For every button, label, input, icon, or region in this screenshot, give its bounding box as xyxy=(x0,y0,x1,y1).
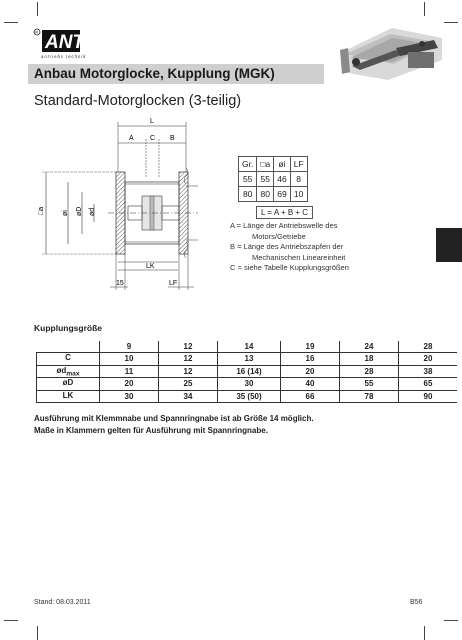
table-header-cell xyxy=(37,341,100,353)
coupling-table-title: Kupplungsgröße xyxy=(34,323,102,333)
crop-mark xyxy=(444,22,458,23)
table-cell: 80 xyxy=(257,187,274,202)
table-cell: 10 xyxy=(290,187,307,202)
table-header-cell: 9 xyxy=(100,341,159,353)
product-photo xyxy=(338,22,442,82)
logo-subtext: antriebs technik xyxy=(41,54,87,59)
crop-mark xyxy=(37,2,38,16)
table-cell: 35 (50) xyxy=(218,390,281,403)
dim-LF: LF xyxy=(169,280,178,287)
page-header-title: Anbau Motorglocke, Kupplung (MGK) xyxy=(34,66,275,81)
row-label: $ød_{max}$ xyxy=(37,365,100,378)
crop-mark xyxy=(424,2,425,16)
table-cell: 12 xyxy=(159,353,218,366)
table-cell: 20 xyxy=(100,378,159,391)
table-cell: 78 xyxy=(340,390,399,403)
svg-text:R: R xyxy=(35,29,39,35)
table-cell: 16 (14) xyxy=(218,365,281,378)
table-cell: 55 xyxy=(239,172,257,187)
dim-od: ød xyxy=(89,207,96,216)
technical-drawing xyxy=(28,112,218,292)
legend-a: A = Länge der Antriebswelle des xyxy=(230,221,338,230)
legend-b: B = Länge des Antriebszapfen der xyxy=(230,242,344,251)
legend xyxy=(230,221,349,274)
table-cell: 18 xyxy=(340,353,399,366)
dim-15: 15 xyxy=(116,280,124,287)
ant-logo xyxy=(33,28,99,62)
notes xyxy=(34,413,314,437)
table-header-cell: 19 xyxy=(281,341,340,353)
dim-A: A xyxy=(129,135,134,142)
table-header-cell: LF xyxy=(290,157,307,172)
table-cell: 16 xyxy=(281,353,340,366)
table-row xyxy=(239,172,308,187)
dim-oD: øD xyxy=(76,206,83,216)
table-cell: 30 xyxy=(218,378,281,391)
table-cell: 65 xyxy=(399,378,458,391)
table-header-cell: □a xyxy=(257,157,274,172)
dim-oi: øi xyxy=(62,210,69,216)
legend-b-cont: Mechanischen Lineareinheit xyxy=(252,252,346,262)
table-row xyxy=(37,390,458,403)
table-cell: 25 xyxy=(159,378,218,391)
table-cell: 66 xyxy=(281,390,340,403)
table-cell: 8 xyxy=(290,172,307,187)
dim-L: L xyxy=(150,118,154,125)
table-cell: 20 xyxy=(281,365,340,378)
table-cell: 38 xyxy=(399,365,458,378)
dim-square-a: □a xyxy=(38,206,45,215)
table-cell: 69 xyxy=(274,187,290,202)
crop-mark xyxy=(424,626,425,640)
crop-mark xyxy=(4,22,18,23)
legend-a-cont: Motors/Getriebe xyxy=(252,231,306,241)
table-cell: 55 xyxy=(257,172,274,187)
row-label: øD xyxy=(37,378,100,391)
table-header-cell: Gr. xyxy=(239,157,257,172)
table-cell: 40 xyxy=(281,378,340,391)
table-header-cell: øi xyxy=(274,157,290,172)
table-header-cell: 24 xyxy=(340,341,399,353)
crop-mark xyxy=(4,620,18,621)
table-cell: 80 xyxy=(239,187,257,202)
table-header-cell: 14 xyxy=(218,341,281,353)
table-cell: 46 xyxy=(274,172,290,187)
section-title: Standard-Motorglocken (3-teilig) xyxy=(34,93,242,109)
table-row xyxy=(239,187,308,202)
table-row xyxy=(37,365,458,378)
crop-mark xyxy=(444,620,458,621)
row-label: LK xyxy=(37,390,100,403)
table-cell: 13 xyxy=(218,353,281,366)
logo-text: ANT xyxy=(45,32,85,53)
table-header-cell: 12 xyxy=(159,341,218,353)
table-header-row xyxy=(37,341,458,353)
table-cell: 55 xyxy=(340,378,399,391)
flange-size-table xyxy=(238,156,308,202)
table-cell: 10 xyxy=(100,353,159,366)
row-label: C xyxy=(37,353,100,366)
footer-date: Stand: 08.03.2011 xyxy=(34,599,91,606)
table-cell: 34 xyxy=(159,390,218,403)
table-row xyxy=(37,378,458,391)
dim-C: C xyxy=(150,135,156,142)
table-cell: 30 xyxy=(100,390,159,403)
crop-mark xyxy=(37,626,38,640)
dim-B: B xyxy=(170,135,175,142)
table-header-cell: 28 xyxy=(399,341,458,353)
dim-LK: LK xyxy=(146,263,155,270)
table-cell: 28 xyxy=(340,365,399,378)
coupling-size-table xyxy=(36,341,457,403)
table-cell: 90 xyxy=(399,390,458,403)
note-line: Maße in Klammern gelten für Ausführung mit Spannringnabe. xyxy=(34,426,268,435)
table-cell: 12 xyxy=(159,365,218,378)
length-formula: L = A + B + C xyxy=(256,206,313,219)
note-line: Ausführung mit Klemmnabe und Spannringnabe ist ab Größe 14 möglich. xyxy=(34,414,314,423)
page-number: B56 xyxy=(410,599,423,606)
table-header-row xyxy=(239,157,308,172)
table-cell: 20 xyxy=(399,353,458,366)
table-cell: 11 xyxy=(100,365,159,378)
table-row xyxy=(37,353,458,366)
legend-c: C = siehe Tabelle Kupplungsgrößen xyxy=(230,263,349,272)
section-tab-marker xyxy=(436,228,462,262)
